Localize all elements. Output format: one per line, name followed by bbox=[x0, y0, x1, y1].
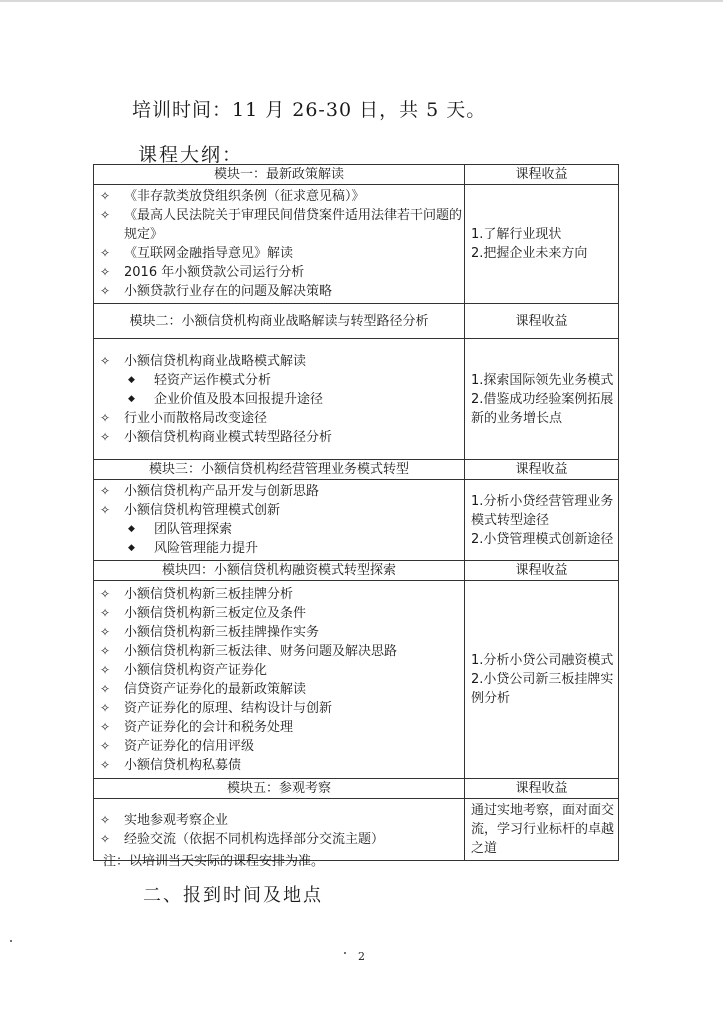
diamond-filled-icon: ◆ bbox=[128, 543, 135, 553]
course-item-text: 《最高人民法院关于审理民间借贷案件适用法律若干问题的规定》 bbox=[124, 208, 463, 242]
module-items-cell bbox=[94, 185, 465, 304]
diamond-outline-icon: ✧ bbox=[100, 208, 111, 222]
module-content-row bbox=[94, 581, 619, 779]
page-edge bbox=[0, 0, 723, 2]
benefit-header: 课程收益 bbox=[465, 561, 619, 581]
scan-speck bbox=[344, 952, 346, 954]
course-sub-item bbox=[100, 539, 464, 558]
course-item-text: 小额信贷机构商业战略模式解读 bbox=[124, 353, 307, 369]
course-item bbox=[100, 811, 464, 830]
module-content-row bbox=[94, 480, 619, 561]
course-item bbox=[100, 642, 464, 661]
course-item bbox=[100, 699, 464, 718]
page-number: 2 bbox=[358, 950, 365, 963]
course-item-text: 小额信贷机构资产证券化 bbox=[124, 662, 268, 678]
course-item bbox=[100, 428, 464, 447]
diamond-outline-icon: ✧ bbox=[100, 681, 111, 696]
course-item-text: 小额信贷机构新三板定位及条件 bbox=[124, 605, 307, 621]
course-item-text: 小额信贷机构新三板挂牌操作实务 bbox=[124, 624, 320, 640]
diamond-filled-icon: ◆ bbox=[128, 393, 135, 404]
course-item bbox=[100, 187, 464, 206]
training-time: 培训时间：11 月 26-30 日，共 5 天。 bbox=[132, 99, 487, 121]
diamond-outline-icon: ✧ bbox=[100, 429, 111, 444]
course-sub-item-text: 风险管理能力提升 bbox=[154, 541, 259, 556]
course-item bbox=[100, 206, 464, 244]
diamond-outline-icon: ✧ bbox=[100, 503, 111, 517]
course-sub-item bbox=[100, 390, 464, 409]
benefit-line: 1.探索国际领先业务模式 bbox=[471, 372, 614, 388]
course-sub-item bbox=[100, 520, 464, 539]
course-item bbox=[100, 352, 464, 371]
diamond-outline-icon: ✧ bbox=[100, 624, 111, 639]
course-item bbox=[100, 737, 464, 756]
course-item-text: 小额贷款行业存在的问题及解决策略 bbox=[124, 284, 333, 299]
benefit-header: 课程收益 bbox=[465, 779, 619, 799]
module-title: 模块二：小额信贷机构商业战略解读与转型路径分析 bbox=[94, 304, 465, 339]
module-header-row bbox=[94, 460, 619, 480]
diamond-outline-icon: ✧ bbox=[100, 284, 111, 298]
module-benefits-cell bbox=[465, 339, 619, 460]
diamond-outline-icon: ✧ bbox=[100, 643, 111, 658]
diamond-outline-icon: ✧ bbox=[100, 484, 111, 498]
module-content-row bbox=[94, 185, 619, 304]
course-item bbox=[100, 756, 464, 775]
benefit-line: 2.小贷管理模式创新途径 bbox=[471, 531, 614, 547]
course-item-text: 小额信贷机构管理模式创新 bbox=[124, 503, 281, 518]
course-outline-table bbox=[93, 164, 619, 861]
course-item bbox=[100, 604, 464, 623]
diamond-outline-icon: ✧ bbox=[100, 738, 111, 753]
module-items-cell bbox=[94, 581, 465, 779]
course-item-text: 小额信贷机构新三板法律、财务问题及解决思路 bbox=[124, 643, 398, 659]
module-title: 模块三：小额信贷机构经营管理业务模式转型 bbox=[94, 460, 465, 480]
course-item-text: 资产证券化的信用评级 bbox=[124, 738, 255, 754]
diamond-filled-icon: ◆ bbox=[128, 374, 135, 385]
course-item bbox=[100, 623, 464, 642]
diamond-outline-icon: ✧ bbox=[100, 812, 111, 827]
module-header-row bbox=[94, 561, 619, 581]
outline-title: 课程大纲： bbox=[138, 144, 244, 166]
course-item-text: 资产证券化的会计和税务处理 bbox=[124, 719, 294, 735]
course-item-text: 资产证券化的原理、结构设计与创新 bbox=[124, 700, 333, 716]
course-item bbox=[100, 482, 464, 501]
benefit-header: 课程收益 bbox=[465, 304, 619, 339]
benefit-line: 2.借鉴成功经验案例拓展新的业务增长点 bbox=[471, 391, 614, 426]
course-item bbox=[100, 501, 464, 520]
course-item bbox=[100, 680, 464, 699]
diamond-outline-icon: ✧ bbox=[100, 586, 111, 601]
module-content-row bbox=[94, 339, 619, 460]
course-item bbox=[100, 830, 464, 849]
course-item-text: 小额信贷机构商业模式转型路径分析 bbox=[124, 429, 333, 445]
course-item bbox=[100, 409, 464, 428]
course-item-text: 信贷资产证券化的最新政策解读 bbox=[124, 681, 307, 697]
section-heading: 二、报到时间及地点 bbox=[143, 885, 323, 906]
course-sub-item-text: 团队管理探索 bbox=[154, 522, 233, 537]
course-item bbox=[100, 661, 464, 680]
course-item-text: 小额信贷机构新三板挂牌分析 bbox=[124, 586, 294, 602]
diamond-outline-icon: ✧ bbox=[100, 410, 111, 425]
benefit-line: 1.分析小贷经营管理业务模式转型途径 bbox=[471, 493, 614, 528]
module-header-row bbox=[94, 779, 619, 799]
module-benefits-cell bbox=[465, 480, 619, 561]
course-item bbox=[100, 263, 464, 282]
diamond-outline-icon: ✧ bbox=[100, 700, 111, 715]
diamond-outline-icon: ✧ bbox=[100, 662, 111, 677]
benefit-line: 1.分析小贷公司融资模式 bbox=[471, 653, 614, 668]
note: 注：以培训当天实际的课程安排为准。 bbox=[103, 854, 325, 869]
module-title: 模块四：小额信贷机构融资模式转型探索 bbox=[94, 561, 465, 581]
course-item-text: 实地参观考察企业 bbox=[124, 812, 229, 828]
diamond-outline-icon: ✧ bbox=[100, 189, 111, 203]
course-item bbox=[100, 282, 464, 301]
module-benefits-cell bbox=[465, 185, 619, 304]
diamond-outline-icon: ✧ bbox=[100, 265, 111, 279]
course-sub-item-text: 轻资产运作模式分析 bbox=[154, 372, 272, 388]
module-benefits-cell bbox=[465, 799, 619, 861]
diamond-outline-icon: ✧ bbox=[100, 246, 111, 260]
diamond-outline-icon: ✧ bbox=[100, 831, 111, 846]
module-title: 模块五：参观考察 bbox=[94, 779, 465, 799]
course-sub-item-text: 企业价值及股本回报提升途径 bbox=[154, 391, 324, 407]
diamond-filled-icon: ◆ bbox=[128, 524, 135, 534]
module-header-row bbox=[94, 165, 619, 185]
benefit-header: 课程收益 bbox=[465, 165, 619, 185]
benefit-line: 1.了解行业现状 bbox=[471, 227, 562, 242]
course-item-text: 《非存款类放贷组织条例（征求意见稿）》 bbox=[124, 189, 365, 204]
diamond-outline-icon: ✧ bbox=[100, 353, 111, 368]
benefit-line: 通过实地考察，面对面交流，学习行业标杆的卓越之道 bbox=[471, 803, 615, 856]
course-item bbox=[100, 585, 464, 604]
module-items-cell bbox=[94, 339, 465, 460]
benefit-header: 课程收益 bbox=[465, 460, 619, 480]
course-item-text: 2016 年小额贷款公司运行分析 bbox=[124, 265, 305, 280]
module-title: 模块一：最新政策解读 bbox=[94, 165, 465, 185]
diamond-outline-icon: ✧ bbox=[100, 719, 111, 734]
course-item-text: 经验交流（依据不同机构选择部分交流主题） bbox=[124, 831, 385, 847]
course-item-text: 行业小而散格局改变途径 bbox=[124, 410, 268, 426]
course-item-text: 《互联网金融指导意见》解读 bbox=[124, 246, 294, 261]
module-benefits-cell bbox=[465, 581, 619, 779]
course-item-text: 小额信贷机构产品开发与创新思路 bbox=[124, 484, 320, 499]
diamond-outline-icon: ✧ bbox=[100, 757, 111, 772]
diamond-outline-icon: ✧ bbox=[100, 605, 111, 620]
course-item bbox=[100, 244, 464, 263]
course-item bbox=[100, 718, 464, 737]
module-header-row bbox=[94, 304, 619, 339]
module-items-cell bbox=[94, 480, 465, 561]
course-item-text: 小额信贷机构私募债 bbox=[124, 757, 242, 773]
benefit-line: 2.小贷公司新三板挂牌实例分析 bbox=[471, 672, 614, 706]
benefit-line: 2.把握企业未来方向 bbox=[471, 246, 588, 261]
scan-speck bbox=[10, 940, 12, 942]
course-sub-item bbox=[100, 371, 464, 390]
